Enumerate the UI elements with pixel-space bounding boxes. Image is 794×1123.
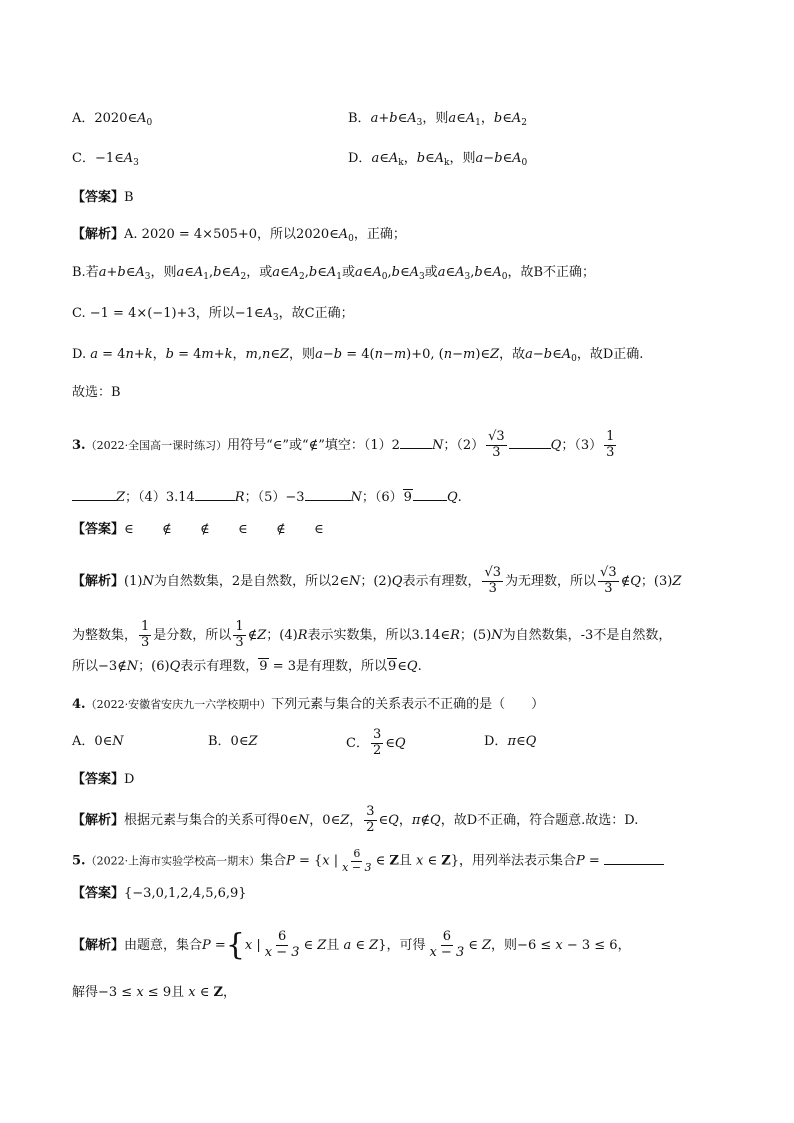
q4-option-c: C． $\frac{3}{2}$ ∈Q [346, 727, 406, 758]
option-c: C．$-1\in A_3$ [72, 151, 139, 168]
q3-explanation-line1: 【解析】(1)N为自然数集，2是自然数，所以2∈N；(2)Q表示有理数， $\frac{√3}{3}$ 为无理数，所以 $\frac{√3}{3}$ ∉Q；(3)Z [72, 565, 682, 596]
q3-explanation-line2: 为整数集， $\frac{1}{3}$ 是分数，所以 $\frac{1}{3}$ ∉Z；(4)R表示实数集，所以3.14∈R；(5)N为自然数集，-3不是自然数， [72, 619, 672, 650]
option-b: B．$a+b\in A_3$，则$a\in A_1$，$b\in A_2$ [348, 111, 527, 128]
q3-stem-cont: Z；（4）3.14 R；（5）−3 N；（6）9 Q. [72, 488, 462, 504]
option-d: D．$a\in A_k$，$b\in A_k$，则$a-b\in A_0$ [348, 151, 528, 168]
q4-option-b: B．0∈Z [208, 734, 258, 749]
option-a: A．$2020\in A_0$ [72, 111, 153, 128]
q4-option-a: A．0∈N [72, 734, 124, 749]
q2-explanation-d: D. a = 4n+k，b = 4m+k，m,n∈Z，则a−b = 4(n−m)+0, (n−m)∈Z，故$a-b\in A_0$，故D正确. [72, 347, 644, 364]
q4-option-d: D．π∈Q [484, 734, 537, 749]
q2-explanation-a: 【解析】A. 2020 = 4×505+0，所以$2020\in A_0$，正确； [72, 227, 406, 244]
q4-explanation: 【解析】根据元素与集合的关系可得0∈N，0∈Z， $\frac{3}{2}$ ∈Q，π∉Q，故D不正确，符合题意.故选：D. [72, 804, 639, 835]
q4-answer: 【答案】D [72, 772, 135, 787]
q3-explanation-line3: 所以−3∉N；(6)Q表示有理数，9 = 3是有理数，所以9∈Q. [72, 659, 422, 674]
q4-stem: 4.（2022·安徽省安庆九一六学校期中）下列元素与集合的关系表示不正确的是（ ） [72, 697, 545, 712]
q3-answer: 【答案】∈ ∉ ∉ ∈ ∉ ∈ [72, 522, 324, 537]
q2-explanation-c: C. −1 = 4×(−1)+3，所以$-1\in A_3$，故C正确； [72, 306, 354, 323]
q2-answer: 【答案】B [72, 190, 134, 205]
q5-explanation-line2: 解得−3 ≤ x ≤ 9且 x ∈ Z， [72, 985, 236, 1000]
q5-explanation-line1: 【解析】由题意，集合P ={x | $\frac{6}{x - 3}$ ∈ Z且 a ∈ Z}，可得 $\frac{6}{x - 3}$ ∈ Z，则−6 ≤ x − 3 ≤ 6， [72, 927, 631, 963]
q2-explanation-b: B.若$a+b\in A_3$，则$a\in A_1,b\in A_2$，或$a\in A_2,b\in A_1$或$a\in A_0,b\in A_3$或$a\in A_3,b\in A_0$，故B不正确； [72, 265, 595, 282]
q5-answer: 【答案】{−3,0,1,2,4,5,6,9} [72, 886, 247, 901]
q3-stem: 3.（2022·全国高一课时练习）用符号“∈”或“∉”填空：（1）2 N；（2） $\frac{√3}{3}$ Q；（3） $\frac{1}{3}$ [72, 429, 615, 460]
q5-stem: 5.（2022·上海市实验学校高一期末）集合P = {x | $\frac{6}{x - 3}$ ∈ Z且 x ∈ Z}，用列举法表示集合P = [72, 848, 664, 874]
q2-conclusion: 故选：B [72, 385, 121, 400]
